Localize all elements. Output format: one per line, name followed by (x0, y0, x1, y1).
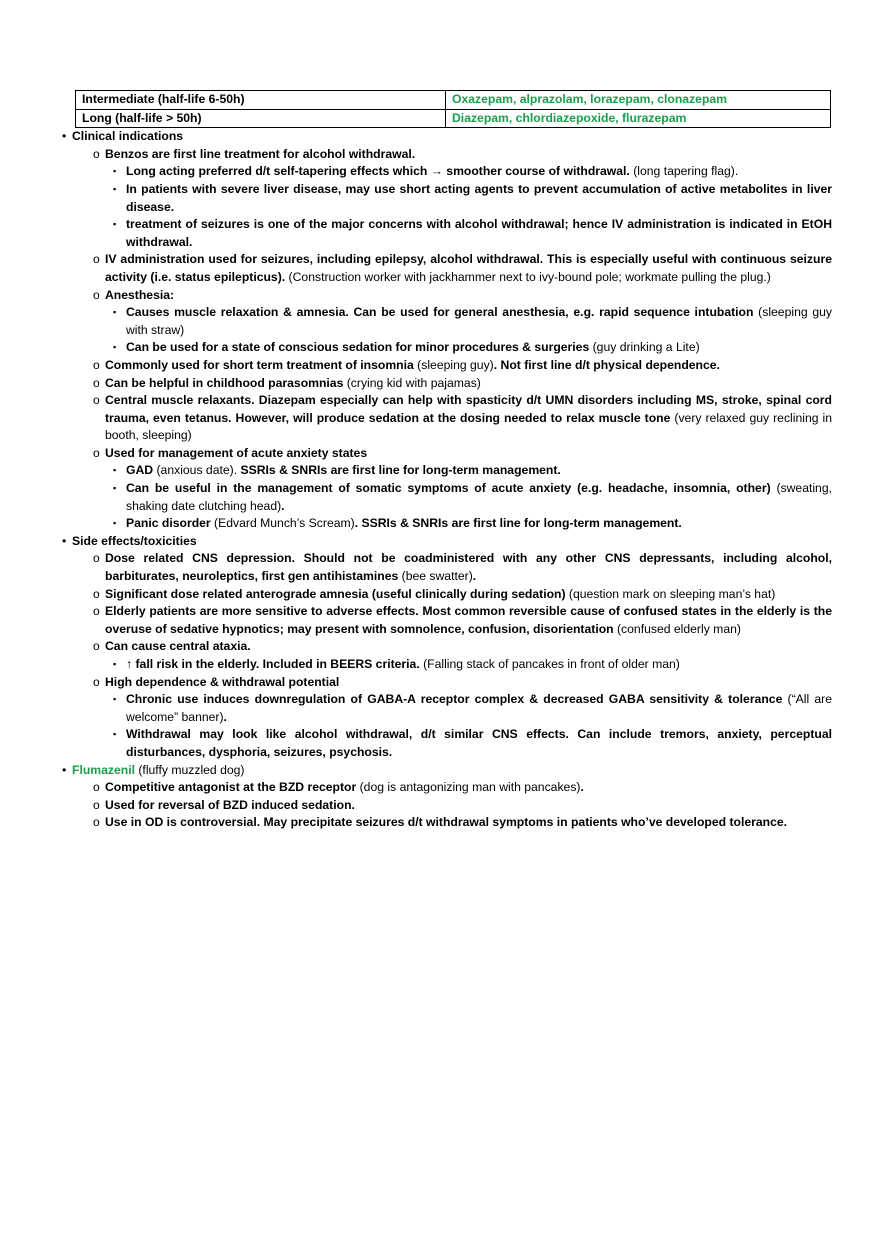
drugs-cell: Diazepam, chlordiazepoxide, flurazepam (446, 109, 831, 128)
sub-list (72, 550, 832, 761)
section-title: Side effects/toxicities (72, 533, 197, 548)
item-text: . (580, 780, 584, 795)
sub-sub-list (105, 304, 832, 357)
square-bullet-icon: ▪ (113, 518, 117, 529)
circle-bullet-icon: o (93, 445, 100, 460)
mnemonic-note: (dog is antagonizing man with pancakes) (356, 780, 581, 795)
half-life-class-cell: Long (half-life > 50h) (76, 109, 446, 128)
circle-bullet-icon: o (93, 639, 100, 654)
square-bullet-icon: ▪ (113, 166, 117, 177)
mnemonic-note: (anxious date). (153, 463, 241, 478)
item-text: Panic disorder (126, 516, 211, 531)
list-item (105, 339, 832, 357)
item-text: Can be used for a state of conscious sedation for minor procedures & surgeries (126, 340, 590, 355)
list-item (82, 674, 832, 762)
mnemonic-note: (fluffy muzzled dog) (134, 762, 245, 777)
item-text: Can be useful in the management of somatic symptoms of acute anxiety (e.g. headache, insomnia, other) (126, 481, 771, 496)
item-text: Central muscle relaxants. Diazepam especially can help with spasticity d/t UMN disorders including MS, stroke, spinal cord trauma, even tetanus. However, will produce sedation at the dosing needed to relax muscle tone (105, 393, 832, 425)
item-text: ↑ fall risk in the elderly. Included in BEERS criteria. (126, 657, 420, 671)
item-text: IV administration used for seizures, including epilepsy, alcohol withdrawal. This is especially useful with continuous seizure activity (i.e. status epilepticus). (105, 252, 832, 284)
mnemonic-note: (sleeping guy) (413, 357, 494, 372)
item-text: . (223, 709, 227, 724)
item-text: Can cause central ataxia. (105, 639, 251, 654)
notes-content (62, 90, 832, 832)
item-text: . (472, 569, 477, 584)
list-item (82, 146, 832, 252)
list-item (105, 216, 832, 251)
list-item (82, 392, 832, 445)
list-item (82, 445, 832, 533)
item-text: . Not first line d/t physical dependence. (493, 357, 720, 372)
item-text: Commonly used for short term treatment of insomnia (105, 357, 414, 372)
circle-bullet-icon: o (93, 357, 100, 372)
circle-bullet-icon: o (93, 674, 100, 689)
square-bullet-icon: ▪ (113, 219, 117, 230)
mnemonic-note: (bee swatter) (398, 569, 473, 584)
square-bullet-icon: ▪ (113, 483, 117, 494)
section-title: Clinical indications (72, 129, 184, 144)
square-bullet-icon: ▪ (113, 694, 117, 705)
list-item (105, 304, 832, 339)
mnemonic-note: (sweating, shaking date clutching head) (126, 481, 833, 513)
half-life-class-cell: Intermediate (half-life 6-50h) (76, 91, 446, 110)
list-item (105, 656, 832, 674)
item-text: Can be helpful in childhood parasomnias (105, 375, 344, 390)
square-bullet-icon: ▪ (113, 465, 117, 476)
item-text: Withdrawal may look like alcohol withdrawal, d/t similar CNS effects. Can include tremors, anxiety, perceptual disturbances, dysphoria, seizures, psychosis. (126, 727, 832, 759)
drugs-cell: Oxazepam, alprazolam, lorazepam, clonazepam (446, 91, 831, 110)
list-item (105, 163, 832, 181)
sub-sub-list (105, 163, 832, 251)
mnemonic-note: (Construction worker with jackhammer next to ivy-bound pole; workmate pulling the plug.) (285, 269, 771, 284)
section-side-effects (62, 533, 832, 762)
list-item (82, 586, 832, 604)
list-item (105, 462, 832, 480)
mnemonic-note: (confused elderly man) (613, 621, 741, 636)
mnemonic-note: (question mark on sleeping man’s hat) (565, 586, 776, 601)
circle-bullet-icon: o (93, 287, 100, 302)
item-text: Anesthesia: (105, 287, 175, 302)
square-bullet-icon: ▪ (113, 307, 117, 318)
mnemonic-note: (very relaxed guy reclining in booth, sleeping) (105, 410, 832, 443)
circle-bullet-icon: o (93, 604, 100, 619)
sub-sub-list (105, 462, 832, 532)
item-text: Used for management of acute anxiety states (105, 445, 368, 460)
list-item (105, 691, 832, 726)
mnemonic-note: (sleeping guy with straw) (126, 305, 832, 337)
item-text: SSRIs & SNRIs are first line for long-term management. (240, 463, 561, 478)
list-item (82, 357, 832, 375)
item-text: treatment of seizures is one of the major concerns with alcohol withdrawal; hence IV administration is indicated in EtOH withdrawal. (126, 217, 832, 249)
table-row (76, 91, 831, 110)
list-item (82, 814, 832, 832)
item-text: Competitive antagonist at the BZD receptor (105, 780, 357, 795)
circle-bullet-icon: o (93, 797, 100, 812)
square-bullet-icon: ▪ (113, 729, 117, 740)
list-item (105, 181, 832, 216)
item-text: In patients with severe liver disease, may use short acting agents to prevent accumulation of active metabolites in liver disease. (126, 181, 832, 214)
item-text: Long acting preferred d/t self-tapering effects which → smoother course of withdrawal. (126, 164, 630, 179)
list-item (82, 797, 832, 815)
square-bullet-icon: ▪ (113, 659, 117, 669)
item-text: High dependence & withdrawal potential (105, 674, 340, 689)
list-item (82, 779, 832, 797)
item-text: Elderly patients are more sensitive to adverse effects. Most common reversible cause of confused states in the elderly is the overuse of sedative hypnotics; may present with somnolence, confusion, disorientation (105, 604, 832, 636)
section-title: Flumazenil (72, 762, 135, 777)
half-life-table (75, 90, 831, 128)
mnemonic-note: (crying kid with pajamas) (343, 375, 481, 390)
circle-bullet-icon: o (93, 551, 100, 566)
list-item (82, 550, 832, 585)
section-flumazenil (62, 762, 832, 832)
list-item (82, 287, 832, 357)
item-text: . SSRIs & SNRIs are first line for long-term management. (354, 516, 682, 531)
mnemonic-note: (Falling stack of pancakes in front of older man) (419, 657, 680, 671)
sub-sub-list (105, 656, 832, 674)
bullet-icon: • (62, 533, 67, 548)
mnemonic-note: (long tapering flag). (629, 164, 739, 179)
item-text: Dose related CNS depression. Should not be coadministered with any other CNS depressants, including alcohol, barbiturates, neuroleptics, first gen antihistamines (105, 551, 832, 584)
list-item (82, 603, 832, 638)
circle-bullet-icon: o (93, 252, 100, 267)
item-text: Causes muscle relaxation & amnesia. Can be used for general anesthesia, e.g. rapid sequence intubation (126, 305, 754, 320)
circle-bullet-icon: o (93, 393, 100, 408)
item-text: Chronic use induces downregulation of GABA-A receptor complex & decreased GABA sensitivity & tolerance (126, 692, 783, 707)
circle-bullet-icon: o (93, 375, 100, 390)
square-bullet-icon: ▪ (113, 342, 117, 353)
item-text: Used for reversal of BZD induced sedation. (105, 797, 355, 812)
sub-list (72, 146, 832, 533)
list-item (105, 726, 832, 761)
item-text: GAD (126, 463, 154, 478)
list-item (82, 638, 832, 673)
mnemonic-note: (guy drinking a Lite) (589, 340, 700, 355)
list-item (82, 251, 832, 286)
square-bullet-icon: ▪ (113, 183, 117, 194)
mnemonic-note: (Edvard Munch’s Scream) (210, 516, 355, 531)
item-text: Significant dose related anterograde amnesia (useful clinically during sedation) (105, 586, 566, 601)
circle-bullet-icon: o (93, 146, 100, 161)
mnemonic-note: (“All are welcome” banner) (126, 692, 832, 724)
circle-bullet-icon: o (93, 586, 100, 601)
bullet-icon: • (62, 762, 67, 777)
main-outline (62, 128, 832, 832)
list-item (82, 375, 832, 393)
sub-sub-list (105, 691, 832, 761)
item-text: Benzos are first line treatment for alcohol withdrawal. (105, 146, 416, 161)
sub-list (72, 779, 832, 832)
item-text: Use in OD is controversial. May precipitate seizures d/t withdrawal symptoms in patients who’ve developed tolerance. (105, 815, 788, 830)
section-clinical-indications (62, 128, 832, 533)
circle-bullet-icon: o (93, 780, 100, 795)
item-text: . (281, 498, 285, 513)
table-row (76, 109, 831, 128)
circle-bullet-icon: o (93, 815, 100, 830)
list-item (105, 480, 832, 515)
list-item (105, 515, 832, 533)
bullet-icon: • (62, 129, 67, 144)
